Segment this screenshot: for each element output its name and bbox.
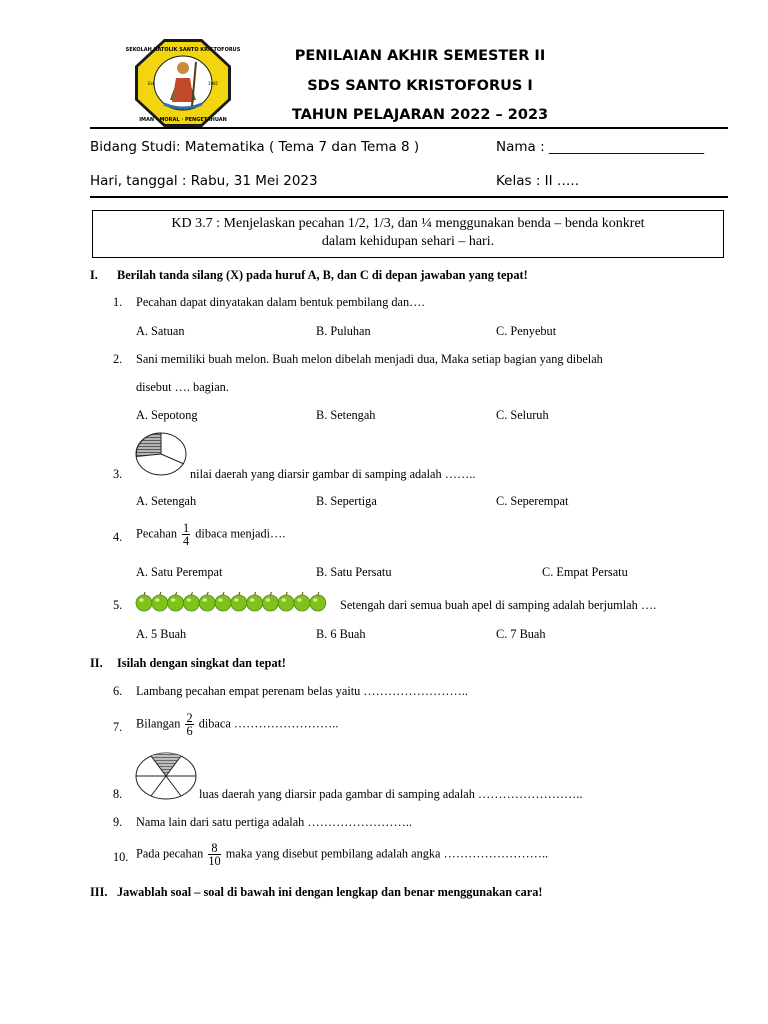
q3-text: nilai daerah yang diarsir gambar di samping adalah …….. xyxy=(190,467,476,481)
apple-icon xyxy=(152,592,168,611)
q8-number: 8. xyxy=(113,787,123,801)
q4-number: 4. xyxy=(113,530,123,544)
q1-option-b[interactable]: B. Puluhan xyxy=(316,324,371,338)
q5-option-a[interactable]: A. 5 Buah xyxy=(136,627,187,641)
q3-option-a[interactable]: A. Setengah xyxy=(136,494,197,508)
q3-option-c[interactable]: C. Seperempat xyxy=(496,494,569,508)
circle-sixths-shaded-diagram xyxy=(133,750,199,802)
q8-text: luas daerah yang diarsir pada gambar di samping adalah …………………….. xyxy=(199,787,583,801)
q9-number: 9. xyxy=(113,815,123,829)
header-divider-bottom xyxy=(90,196,728,198)
q4-text xyxy=(136,522,285,547)
q7-fraction-denominator: 6 xyxy=(186,724,193,738)
svg-text:Est.: Est. xyxy=(148,81,156,86)
q3-option-b[interactable]: B. Sepertiga xyxy=(316,494,377,508)
q5-option-b[interactable]: B. 6 Buah xyxy=(316,627,366,641)
apple-icon xyxy=(199,592,215,611)
school-name: SDS SANTO KRISTOFORUS I xyxy=(307,78,533,94)
q2-option-a[interactable]: A. Sepotong xyxy=(136,408,198,422)
apple-icon xyxy=(262,592,278,611)
apple-icon xyxy=(278,592,294,611)
subject-field: Bidang Studi: Matematika ( Tema 7 dan Tema 8 ) xyxy=(90,139,420,155)
q1-text: Pecahan dapat dinyatakan dalam bentuk pembilang dan…. xyxy=(136,295,425,309)
q7-text-post: dibaca …………………….. xyxy=(198,716,339,731)
q7-fraction xyxy=(185,712,193,737)
apple-icon xyxy=(231,592,247,611)
competency-line1: KD 3.7 : Menjelaskan pecahan 1/2, 1/3, dan ¼ menggunakan benda – benda konkret xyxy=(171,216,645,231)
svg-text:1981: 1981 xyxy=(208,81,219,86)
q10-number: 10. xyxy=(113,850,129,864)
q2-option-c[interactable]: C. Seluruh xyxy=(496,408,549,422)
q3-number: 3. xyxy=(113,467,123,481)
name-field[interactable]: Nama : _______________________ xyxy=(496,139,705,155)
q2-text: Sani memiliki buah melon. Buah melon dibelah menjadi dua, Maka setiap bagian yang dibelah xyxy=(136,352,603,366)
q2-option-b[interactable]: B. Setengah xyxy=(316,408,376,422)
apple-icon xyxy=(136,592,152,611)
q5-number: 5. xyxy=(113,598,123,612)
apple-icon xyxy=(168,592,184,611)
apple-icon xyxy=(310,592,326,611)
q4-fraction-denominator: 4 xyxy=(183,534,190,548)
header-divider-top xyxy=(90,127,728,129)
q7-fraction-numerator: 2 xyxy=(186,711,193,725)
apple-icon xyxy=(183,592,199,611)
q4-text-post: dibaca menjadi…. xyxy=(195,526,286,541)
q10-fraction-numerator: 8 xyxy=(208,842,220,855)
section1-number: I. xyxy=(90,268,98,282)
q4-option-a[interactable]: A. Satu Perempat xyxy=(136,565,223,579)
q10-text-post: maka yang disebut pembilang adalah angka …………………….. xyxy=(225,846,549,861)
q10-fraction xyxy=(208,842,220,867)
q2-number: 2. xyxy=(113,352,123,366)
apple-icon xyxy=(247,592,263,611)
class-field[interactable]: Kelas : II ….. xyxy=(496,173,580,189)
competency-box xyxy=(92,210,724,258)
date-field: Hari, tanggal : Rabu, 31 Mei 2023 xyxy=(90,173,318,189)
section3-number: III. xyxy=(90,885,108,899)
q5-text: Setengah dari semua buah apel di samping adalah berjumlah …. xyxy=(340,598,657,612)
q1-number: 1. xyxy=(113,295,123,309)
section2-instruction: Isilah dengan singkat dan tepat! xyxy=(117,656,286,670)
svg-text:IMAN · MORAL · PENGETAHUAN: IMAN · MORAL · PENGETAHUAN xyxy=(139,117,227,123)
q7-text-pre: Bilangan xyxy=(136,716,181,731)
svg-text:SEKOLAH KATOLIK SANTO KRISTOFO: SEKOLAH KATOLIK SANTO KRISTOFORUS xyxy=(125,47,241,53)
q1-option-c[interactable]: C. Penyebut xyxy=(496,324,557,338)
q1-option-a[interactable]: A. Satuan xyxy=(136,324,185,338)
exam-title: PENILAIAN AKHIR SEMESTER II xyxy=(294,48,546,64)
q4-text-pre: Pecahan xyxy=(136,526,177,541)
school-logo xyxy=(125,38,241,128)
apple-row-diagram xyxy=(136,591,330,613)
q7-text xyxy=(136,712,338,737)
q4-fraction xyxy=(182,522,190,547)
apple-icon xyxy=(215,592,231,611)
q4-option-b[interactable]: B. Satu Persatu xyxy=(316,565,392,579)
q6-number: 6. xyxy=(113,684,123,698)
academic-year: TAHUN PELAJARAN 2022 – 2023 xyxy=(291,107,549,123)
apple-icon xyxy=(294,592,310,611)
q9-text: Nama lain dari satu pertiga adalah …………………….. xyxy=(136,815,412,829)
section3-instruction: Jawablah soal – soal di bawah ini dengan lengkap dan benar menggunakan cara! xyxy=(117,885,543,899)
competency-line2: dalam kehidupan sehari – hari. xyxy=(321,234,495,249)
q4-option-c[interactable]: C. Empat Persatu xyxy=(542,565,628,579)
section1-instruction: Berilah tanda silang (X) pada huruf A, B, dan C di depan jawaban yang tepat! xyxy=(117,268,528,282)
q4-fraction-numerator: 1 xyxy=(183,521,190,535)
q7-number: 7. xyxy=(113,720,123,734)
q5-option-c[interactable]: C. 7 Buah xyxy=(496,627,546,641)
q6-text: Lambang pecahan empat perenam belas yaitu …………………….. xyxy=(136,684,468,698)
section2-number: II. xyxy=(90,656,103,670)
q10-fraction-denominator: 10 xyxy=(208,854,221,868)
q10-text xyxy=(136,842,548,867)
q2-text-continued: disebut …. bagian. xyxy=(136,380,229,394)
q10-text-pre: Pada pecahan xyxy=(136,846,204,861)
circle-thirds-shaded-diagram xyxy=(133,430,189,478)
